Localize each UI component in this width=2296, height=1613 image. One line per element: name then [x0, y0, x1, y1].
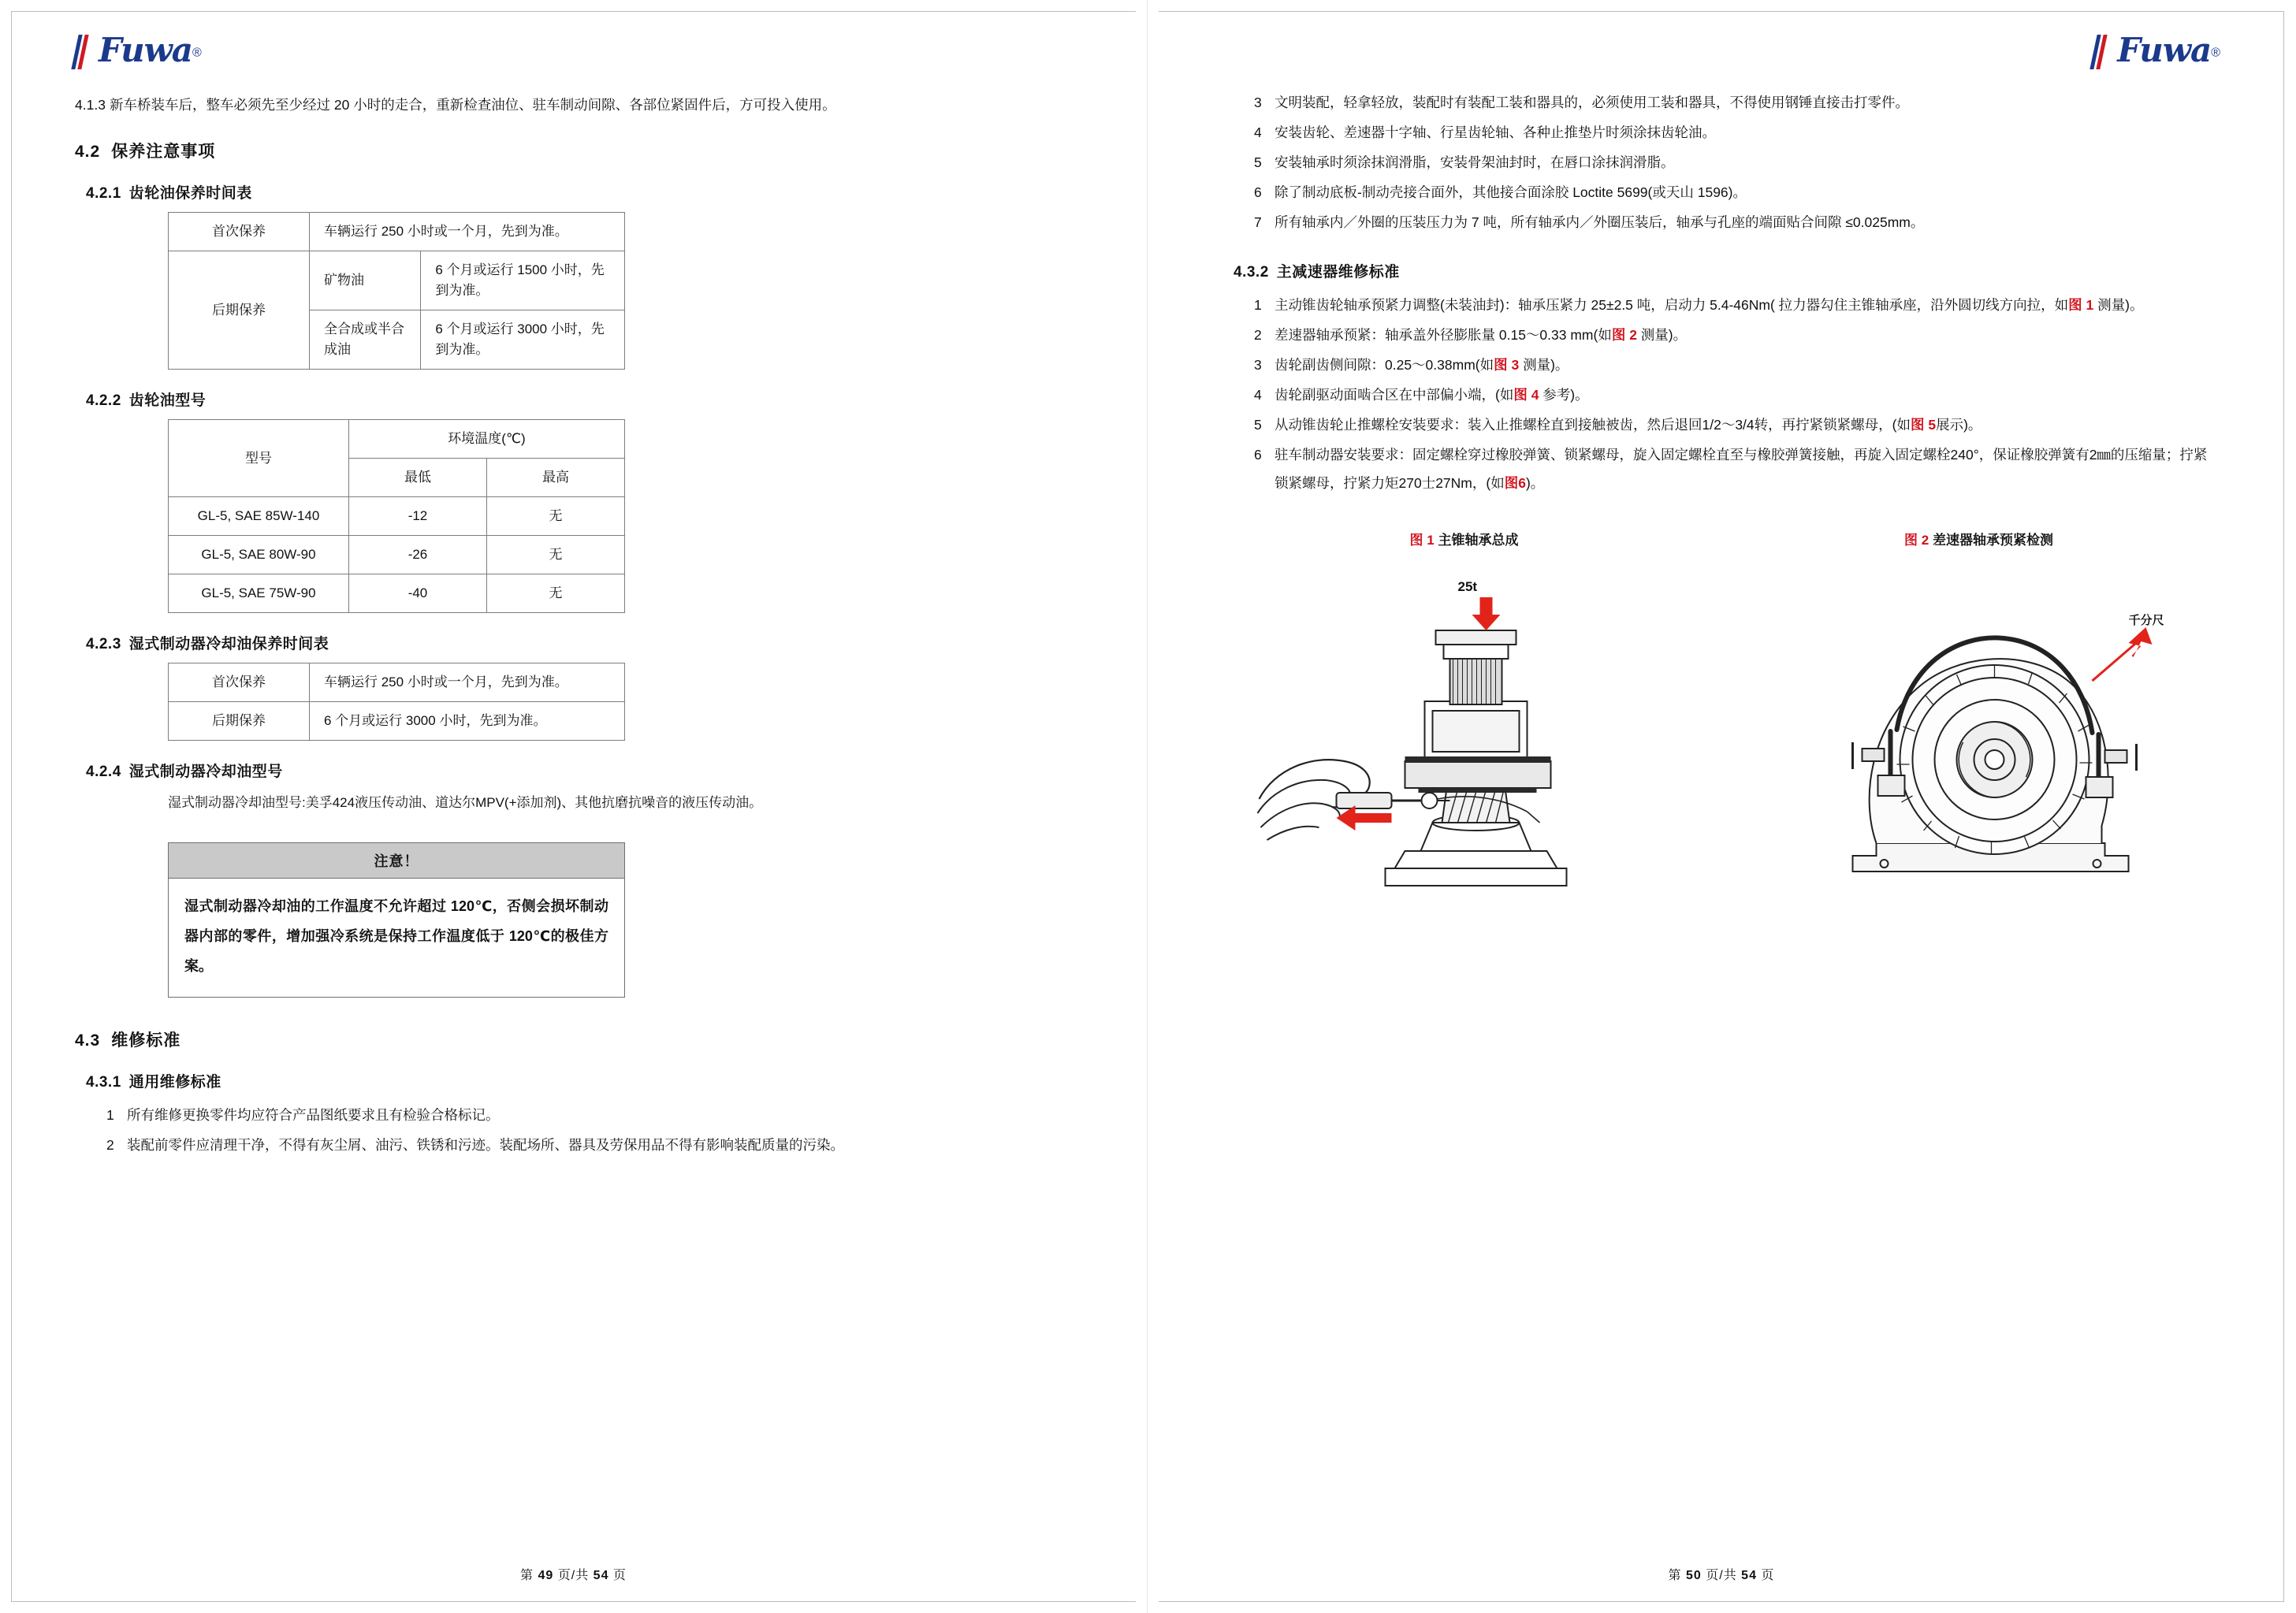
table-header-row — [169, 420, 625, 459]
heading-title: 齿轮油型号 — [128, 392, 207, 409]
header-min: 最低 — [349, 459, 487, 497]
page-right — [1148, 0, 2295, 1613]
table-row — [169, 213, 625, 251]
cell-first-maintenance: 首次保养 — [169, 213, 310, 251]
cell-max: 无 — [486, 536, 624, 574]
footer-prefix: 第 — [1668, 1569, 1682, 1582]
list-item-text: 文明装配，轻拿轻放，装配时有装配工装和器具的，必须使用工装和器具，不得使用钢锤直接击打零件。 — [1275, 95, 1909, 110]
figure-2-annotation: 千分尺 — [2128, 614, 2164, 627]
list-item-number: 3 — [1254, 357, 1262, 373]
list-item-text: 安装轴承时须涂抹润滑脂，安装骨架油封时，在唇口涂抹润滑脂。 — [1275, 154, 1675, 170]
gauge-pointer-arrow — [2129, 627, 2153, 657]
list-item — [1254, 381, 2220, 409]
logo-bars-icon — [2093, 35, 2111, 69]
cell-max: 无 — [486, 574, 624, 613]
text-run: 测量)。 — [1636, 327, 1688, 343]
heading-4-3-2 — [1234, 260, 2220, 281]
heading-4-2 — [75, 139, 1072, 162]
logo-text: Fuwa — [99, 31, 192, 69]
footer-mid: 页/共 — [1706, 1569, 1737, 1582]
list-item — [1254, 351, 2220, 379]
paragraph-text: 新车桥装车后，整车必须先至少经过 20 小时的走合，重新检查油位、驻车制动间隙、各部位紧固件后，方可投入使用。 — [110, 97, 836, 113]
cell-min: -26 — [349, 536, 487, 574]
header-model: 型号 — [169, 420, 349, 497]
list-item — [1254, 148, 2220, 177]
list-item-text: 除了制动底板-制动壳接合面外，其他接合面涂胶 Loctite 5699(或天山 1596)。 — [1275, 184, 1747, 200]
list-item-number: 1 — [1254, 297, 1262, 313]
text-run: 齿轮副齿侧间隙：0.25～0.38mm(如 — [1275, 357, 1494, 373]
footer-page-number: 49 — [538, 1569, 554, 1582]
heading-4-2-2 — [86, 388, 1072, 410]
heading-title: 保养注意事项 — [111, 143, 216, 161]
table-gear-oil-schedule — [168, 212, 625, 370]
list-item-text — [1275, 381, 2220, 409]
list-item — [1254, 321, 2220, 349]
heading-number: 4.2 — [75, 143, 101, 161]
list-item-number: 7 — [1254, 214, 1262, 230]
list-item — [106, 1131, 1072, 1159]
heading-title: 通用维修标准 — [128, 1074, 221, 1091]
list-item-number: 4 — [1254, 387, 1262, 403]
list-item-number: 4 — [1254, 125, 1262, 140]
text-run: 测量)。 — [1519, 357, 1569, 373]
table-row — [169, 663, 625, 702]
cell-model: GL-5, SAE 75W-90 — [169, 574, 349, 613]
heading-4-3-1 — [86, 1070, 1072, 1091]
list-item-number: 6 — [1254, 447, 1262, 463]
heading-number: 4.3.2 — [1234, 264, 1269, 281]
figure-reference: 图 1 — [2068, 297, 2094, 313]
list-item — [1254, 291, 2220, 319]
cell-later-maintenance: 后期保养 — [169, 702, 310, 741]
table-row — [169, 574, 625, 613]
heading-title: 湿式制动器冷却油保养时间表 — [128, 636, 329, 652]
cell-max: 无 — [486, 497, 624, 536]
differential-bearing-preload-drawing — [1737, 563, 2220, 901]
table-gear-oil-type — [168, 419, 625, 613]
figure-2-caption — [1737, 529, 2220, 548]
wet-brake-oil-text: 湿式制动器冷却油型号:美孚424液压传动油、道达尔MPV(+添加剂)、其他抗磨抗噪音的液压传动油。 — [168, 795, 763, 810]
footer-prefix: 第 — [520, 1569, 534, 1582]
cell-mineral-oil-value: 6 个月或运行 1500 小时，先到为准。 — [421, 251, 625, 310]
list-item-number: 5 — [1254, 154, 1262, 170]
figure-reference: 图 3 — [1494, 357, 1520, 373]
heading-number: 4.2.4 — [86, 764, 121, 780]
figure-1-annotation: 25t — [1457, 579, 1478, 594]
heading-title: 齿轮油保养时间表 — [128, 185, 252, 202]
figure-reference: 图 5 — [1910, 417, 1937, 433]
heading-4-3 — [75, 1028, 1072, 1051]
list-item-text: 所有维修更换零件均应符合产品图纸要求且有检验合格标记。 — [127, 1107, 500, 1123]
paragraph-number: 4.1.3 — [75, 97, 106, 113]
paragraph-4-1-3 — [75, 91, 1072, 118]
heading-title: 湿式制动器冷却油型号 — [128, 764, 283, 780]
cell-first-maintenance-value: 车辆运行 250 小时或一个月，先到为准。 — [310, 213, 625, 251]
list-item-number: 3 — [1254, 95, 1262, 110]
heading-4-2-1 — [86, 181, 1072, 203]
cell-model: GL-5, SAE 85W-140 — [169, 497, 349, 536]
force-arrow-down — [1472, 597, 1501, 630]
heading-4-2-3 — [86, 632, 1072, 653]
heading-number: 4.3.1 — [86, 1074, 121, 1091]
figure-reference: 图 2 — [1611, 327, 1637, 343]
table-row — [169, 702, 625, 741]
figure-1-title: 主锥轴承总成 — [1438, 533, 1519, 548]
text-run: 主动锥齿轮轴承预紧力调整(未装油封)：轴承压紧力 25±2.5 吨，启动力 5.4-46Nm( 拉力器勾住主锥轴承座，沿外圆切线方向拉，如 — [1275, 297, 2069, 313]
figure-row — [1222, 529, 2220, 901]
figure-1-caption — [1222, 529, 1706, 548]
cell-later-maintenance-value: 6 个月或运行 3000 小时，先到为准。 — [310, 702, 625, 741]
cell-model: GL-5, SAE 80W-90 — [169, 536, 349, 574]
brand-logo-right — [1222, 32, 2220, 87]
table-row — [169, 497, 625, 536]
figure-1 — [1222, 529, 1706, 901]
figure-2-label: 图 2 — [1904, 533, 1929, 548]
cell-first-maintenance-value: 车辆运行 250 小时或一个月，先到为准。 — [310, 663, 625, 702]
text-run: 参考)。 — [1539, 387, 1589, 403]
logo-bars-icon — [75, 35, 92, 69]
footer-suffix: 页 — [612, 1569, 627, 1582]
list-item-text — [1275, 411, 2220, 439]
list-item-text — [1275, 291, 2220, 319]
logo-registered-mark: ® — [2211, 46, 2220, 60]
header-ambient-temperature: 环境温度(℃) — [349, 420, 625, 459]
text-run: 齿轮副驱动面啮合区在中部偏小端，(如 — [1275, 387, 1514, 403]
list-item — [1254, 440, 2220, 497]
cell-synthetic-oil-value: 6 个月或运行 3000 小时，先到为准。 — [421, 310, 625, 370]
list-item-number: 5 — [1254, 417, 1262, 433]
cell-min: -12 — [349, 497, 487, 536]
list-item-text — [1275, 440, 2220, 497]
cell-mineral-oil: 矿物油 — [310, 251, 421, 310]
list-item-number: 6 — [1254, 184, 1262, 200]
cell-first-maintenance: 首次保养 — [169, 663, 310, 702]
heading-number: 4.2.3 — [86, 636, 121, 652]
text-run: 差速器轴承预紧：轴承盖外径膨胀量 0.15～0.33 mm(如 — [1275, 327, 1612, 343]
list-item — [1254, 178, 2220, 206]
list-item — [1254, 411, 2220, 439]
footer-suffix: 页 — [1761, 1569, 1775, 1582]
list-item-text: 装配前零件应清理干净，不得有灰尘屑、油污、铁锈和污迹。装配场所、器具及劳保用品不得有影响装配质量的污染。 — [127, 1137, 844, 1153]
notice-body: 湿式制动器冷却油的工作温度不允许超过 120℃，否侧会损坏制动器内部的零件，增加强冷系统是保持工作温度低于 120℃的极佳方案。 — [184, 898, 608, 974]
list-item — [1254, 88, 2220, 117]
page-footer-right — [1148, 1565, 2295, 1583]
heading-title: 维修标准 — [111, 1031, 181, 1050]
table-row — [169, 251, 625, 310]
cell-later-maintenance: 后期保养 — [169, 251, 310, 370]
text-run: 从动锥齿轮止推螺栓安装要求：装入止推螺栓直到接触被齿，然后退回1/2～3/4转，再拧紧锁紧螺母，(如 — [1275, 417, 1911, 433]
list-item — [1254, 208, 2220, 236]
logo-registered-mark: ® — [192, 46, 202, 60]
list-item-text — [1275, 321, 2220, 349]
list-4-3-2 — [1222, 291, 2220, 497]
list-item-number: 2 — [106, 1137, 114, 1153]
page-footer-left — [0, 1565, 1147, 1583]
text-run: 测量)。 — [2093, 297, 2144, 313]
table-row — [169, 536, 625, 574]
footer-page-number: 50 — [1686, 1569, 1702, 1582]
figure-1-image — [1222, 563, 1706, 901]
text-run: )。 — [1525, 475, 1545, 491]
heading-number: 4.2.1 — [86, 185, 121, 202]
figure-1-label: 图 1 — [1409, 533, 1435, 548]
table-wet-brake-schedule — [168, 663, 625, 741]
list-item — [106, 1101, 1072, 1129]
list-item-text: 所有轴承内／外圈的压装压力为 7 吨，所有轴承内／外圈压装后，轴承与孔座的端面贴合间隙 ≤0.025mm。 — [1275, 214, 1925, 230]
footer-total-pages: 54 — [1741, 1569, 1757, 1582]
notice-title: 注意！ — [169, 843, 624, 879]
figure-reference: 图 4 — [1513, 387, 1539, 403]
header-max: 最高 — [486, 459, 624, 497]
list-item-text — [1275, 351, 2220, 379]
heading-4-2-4 — [86, 760, 1072, 781]
figure-reference: 图6 — [1504, 475, 1526, 491]
text-run: 展示)。 — [1936, 417, 1982, 433]
bevel-bearing-assembly-drawing — [1222, 563, 1706, 901]
footer-total-pages: 54 — [593, 1569, 609, 1582]
figure-2 — [1737, 529, 2220, 901]
brand-logo-left — [75, 32, 1072, 87]
logo-text: Fuwa — [2117, 31, 2212, 69]
heading-number: 4.3 — [75, 1031, 101, 1050]
figure-2-title: 差速器轴承预紧检测 — [1932, 533, 2053, 548]
list-item-number: 1 — [106, 1107, 114, 1123]
notice-box — [168, 842, 625, 998]
list-item-text: 安装齿轮、差速器十字轴、行星齿轮轴、各种止推垫片时须涂抹齿轮油。 — [1275, 125, 1716, 140]
heading-number: 4.2.2 — [86, 392, 121, 409]
cell-synthetic-oil: 全合成或半合成油 — [310, 310, 421, 370]
figure-2-image — [1737, 563, 2220, 901]
list-item — [1254, 118, 2220, 147]
cell-min: -40 — [349, 574, 487, 613]
heading-title: 主减速器维修标准 — [1276, 264, 1400, 281]
list-item-number: 2 — [1254, 327, 1262, 343]
text-run: 驻车制动器安装要求：固定螺栓穿过橡胶弹簧、锁紧螺母，旋入固定螺栓直至与橡胶弹簧接触，再旋入固定螺栓240°，保证橡胶弹簧有2㎜的压缩量；拧紧锁紧螺母，拧紧力矩270士27Nm，(如 — [1275, 447, 2208, 491]
footer-mid: 页/共 — [557, 1569, 590, 1582]
